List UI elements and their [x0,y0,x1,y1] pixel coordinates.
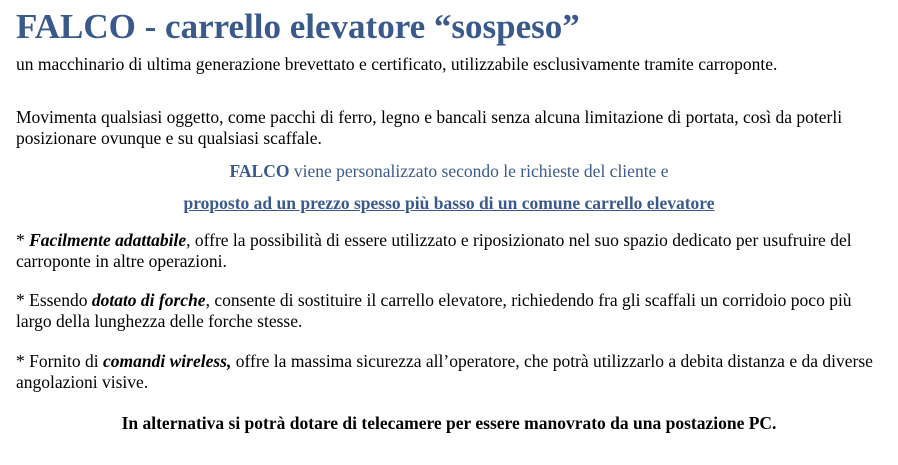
customization-line [0,160,898,182]
bullet-item-adattabile [16,230,886,272]
brand-name: FALCO [229,161,290,181]
bullet-item-wireless [16,351,886,393]
bullet-prefix: * [16,230,30,250]
price-line: proposto ad un prezzo spesso più basso di un comune carrello elevatore [183,193,715,213]
bullet-text: , consente di sostituire il carrello elevatore, richiedendo fra gli scaffali un corridoio poco più largo della lunghezza delle forche stesse. [16,290,852,331]
alternative-line: In alternativa si potrà dotare di telecamere per essere manovrato da una postazione PC. [121,413,777,433]
bullet-emphasis: dotato di forche [91,290,206,310]
bullet-text: , offre la possibilità di essere utilizzato e riposizionato nel suo spazio dedicato per usufruire del carroponte in altre operazioni. [16,230,852,271]
page-title: FALCO - carrello elevatore “sospeso” [16,7,580,46]
bullet-emphasis: Facilmente adattabile [29,230,187,250]
bullet-prefix: * Essendo [16,290,92,310]
intro-paragraph: un macchinario di ultima generazione brevettato e certificato, utilizzabile esclusivamente tramite carroponte. [16,54,778,74]
movimenta-paragraph: Movimenta qualsiasi oggetto, come pacchi di ferro, legno e bancali senza alcuna limitazione di portata, così da poterli posizionare ovunque e su qualsiasi scaffale. [16,107,843,148]
customization-text: viene personalizzato secondo le richieste del cliente e [289,161,669,181]
bullet-prefix: * Fornito di [16,351,104,371]
bullet-text: offre la massima sicurezza all’operatore, che potrà utilizzarlo a debita distanza e da diverse angolazioni visive. [16,351,873,392]
bullet-item-forche [16,290,886,332]
bullet-emphasis: comandi wireless, [103,351,232,371]
